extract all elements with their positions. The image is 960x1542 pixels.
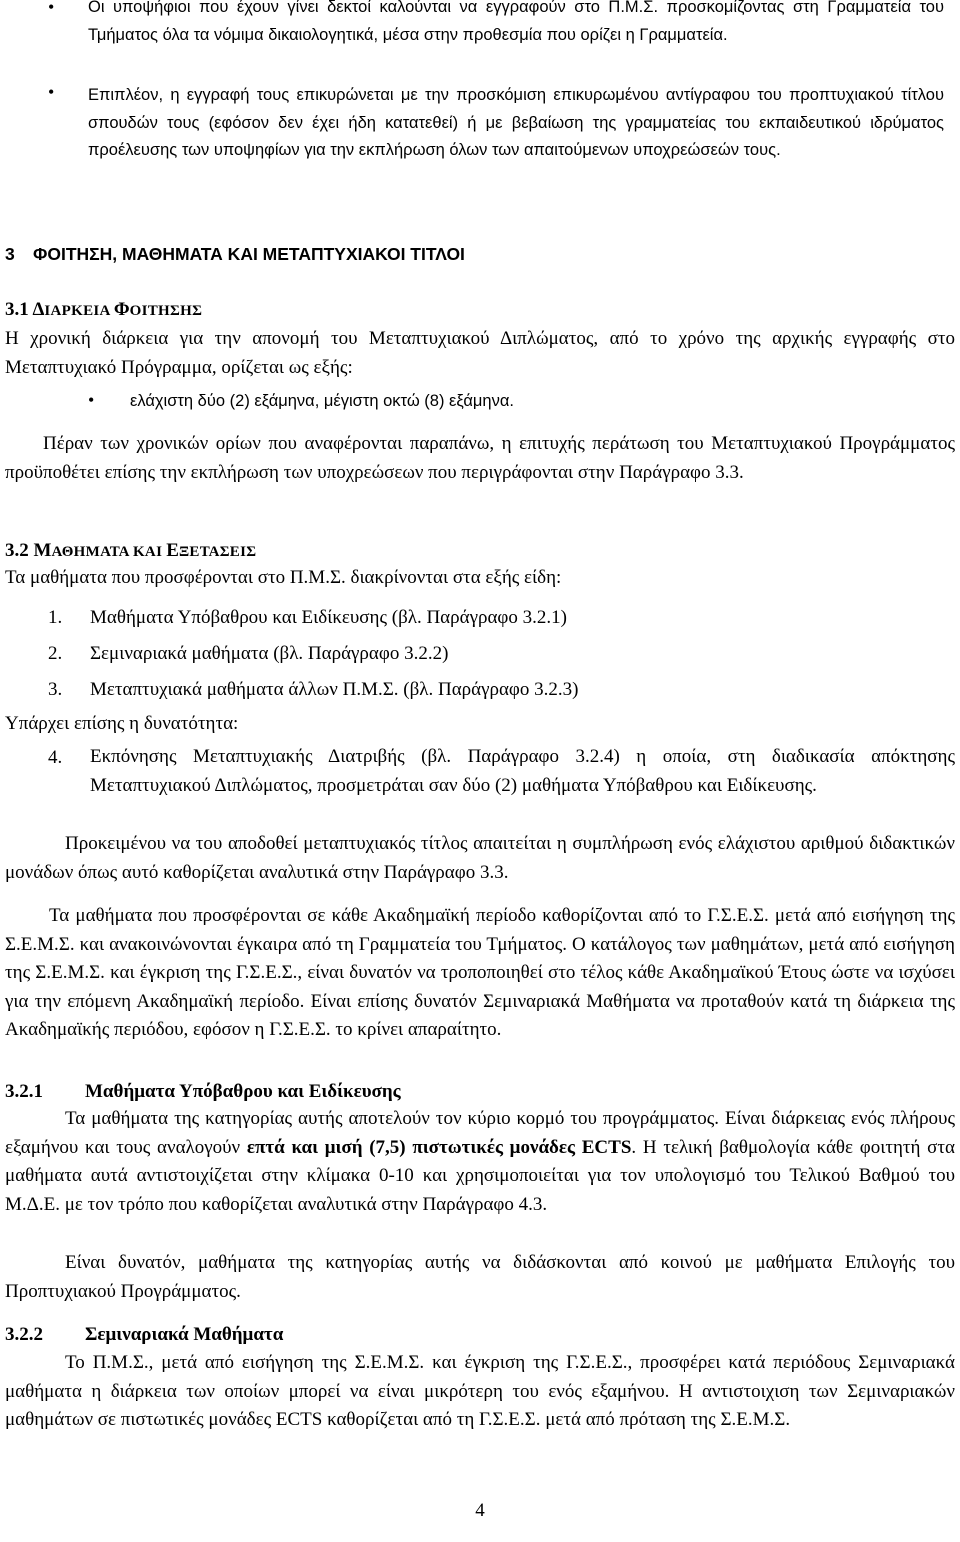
subsection-heading-3-1: 3.1 ΔΙΑΡΚΕΙΑ ΦΟΙΤΗΣΗΣ — [5, 299, 203, 320]
bullet-icon: • — [48, 0, 55, 17]
paragraph: Πέραν των χρονικών ορίων που αναφέρονται παραπάνω, η επιτυχής περάτωση του Μεταπτυχιακού Προγράμματος προϋποθέτει επίσης την εκπλήρωση των υποχρεώσεων που περιγράφονται στην Παράγραφο 3.3. — [5, 433, 955, 483]
list-item: Οι υποψήφιοι που έχουν γίνει δεκτοί καλούνται να εγγραφούν στο Π.Μ.Σ. προσκομίζοντας στη Γραμματεία του Τμήματος όλα τα νόμιμα δικαιολογητικά, μέσα στην προθεσμία που ορίζει η Γραμματεία. — [88, 0, 944, 44]
list-item: 3. Μεταπτυχιακά μαθήματα άλλων Π.Μ.Σ. (βλ. Παράγραφο 3.2.3) — [48, 679, 579, 700]
section-heading: 3 ΦΟΙΤΗΣΗ, ΜΑΘΗΜΑΤΑ ΚΑΙ ΜΕΤΑΠΤΥΧΙΑΚΟΙ ΤΙΤΛΟΙ — [5, 244, 465, 264]
paragraph: Είναι δυνατόν, μαθήματα της κατηγορίας αυτής να διδάσκονται από κοινού με μαθήματα Επιλογής του Προπτυχιακού Προγράμματος. — [5, 1252, 955, 1302]
paragraph: Τα μαθήματα που προσφέρονται στο Π.Μ.Σ. διακρίνονται στα εξής είδη: — [5, 567, 562, 588]
subsection-heading-3-2-1: 3.2.1 Μαθήματα Υπόβαθρου και Ειδίκευσης — [5, 1081, 401, 1102]
list-item: 2. Σεμιναριακά μαθήματα (βλ. Παράγραφο 3.2.2) — [48, 643, 449, 664]
subsection-heading-3-2-2: 3.2.2 Σεμιναριακά Μαθήματα — [5, 1324, 284, 1345]
subsection-heading-3-2: 3.2 ΜΑΘΗΜΑΤΑ ΚΑΙ ΕΞΕΤΑΣΕΙΣ — [5, 540, 257, 561]
list-item: ελάχιστη δύο (2) εξάμηνα, μέγιστη οκτώ (8) εξάμηνα. — [130, 392, 514, 410]
document-page: • Οι υποψήφιοι που έχουν γίνει δεκτοί καλούνται να εγγραφούν στο Π.Μ.Σ. προσκομίζοντας στη Γραμματεία του Τμήματος όλα τα νόμιμα δικαιολογητικά, μέσα στην προθεσμία που ορίζει η Γραμματεία. • Επιπλέον, η εγγραφή τους επικυρώνεται με την προσκόμιση επικυρωμένου αντίγραφου του προπτυχιακού τίτλου σπουδών τους (εφόσον δεν έχει ήδη κατατεθεί) ή με βεβαίωση της γραμματείας του εκπαιδευτικού ιδρύματος προέλευσης των υποψηφίων για την εκπλήρωση όλων των απαιτούμενων υποχρεώσεών τους. 3 ΦΟΙΤΗΣΗ, ΜΑΘΗΜΑΤΑ ΚΑΙ ΜΕΤΑΠΤΥΧΙΑΚΟΙ ΤΙΤΛΟΙ 3.1 ΔΙΑΡΚΕΙΑ ΦΟΙΤΗΣΗΣ Η χρονική διάρκεια για την απονομή του Μεταπτυχιακού Διπλώματος, από το χρόνο της αρχικής εγγραφής στο Μεταπτυχιακό Πρόγραμμα, ορίζεται ως εξής: • ελάχιστη δύο (2) εξάμηνα, μέγιστη οκτώ (8) εξάμηνα. Πέραν των χρονικών ορίων που αναφέρονται παραπάνω, η επιτυχής περάτωση του Μεταπτυχιακού Προγράμματος προϋποθέτει επίσης την εκπλήρωση των υποχρεώσεων που περιγράφονται στην Παράγραφο 3.3. 3.2 ΜΑΘΗΜΑΤΑ ΚΑΙ ΕΞΕΤΑΣΕΙΣ Τα μαθήματα που προσφέρονται στο Π.Μ.Σ. διακρίνονται στα εξής είδη: 1. Μαθήματα Υπόβαθρου και Ειδίκευσης (βλ. Παράγραφο 3.2.1) 2. Σεμιναριακά μαθήματα (βλ. Παράγραφο 3.2.2) 3. Μεταπτυχιακά μαθήματα άλλων Π.Μ.Σ. (βλ. Παράγραφο 3.2.3) Υπάρχει επίσης η δυνατότητα: 4. Εκπόνησης Μεταπτυχιακής Διατριβής (βλ. Παράγραφο 3.2.4) η οποία, στη διαδικασία απόκτησης Μεταπτυχιακού Διπλώματος, προσμετράται σαν δύο (2) μαθήματα Υπόβαθρου και Ειδίκευσης. Προκειμένου να του αποδοθεί μεταπτυχιακός τίτλος απαιτείται η συμπλήρωση ενός ελάχιστου αριθμού διδακτικών μονάδων όπως αυτό καθορίζεται αναλυτικά στην Παράγραφο 3.3. Τα μαθήματα που προσφέρονται σε κάθε Ακαδημαϊκή περίοδο καθορίζονται από το Γ.Σ.Ε.Σ. μετά από εισήγηση της Σ.Ε.Μ.Σ. και ανακοινώνονται έγκαιρα από τη Γραμματεία του Τμήματος. Ο κατάλογος των μαθημάτων, μετά από εισήγηση της Σ.Ε.Μ.Σ. και έγκριση της Γ.Σ.Ε.Σ., είναι δυνατόν να τροποποιηθεί στο τέλος κάθε Ακαδημαϊκού Έτους ώστε να ισχύσει για την επόμενη Ακαδημαϊκή περίοδο. Είναι επίσης δυνατόν Σεμιναριακά Μαθήματα να προταθούν κατά τη διάρκεια της Ακαδημαϊκής περιόδου, εφόσον η Γ.Σ.Ε.Σ. το κρίνει απαραίτητο. 3.2.1 Μαθήματα Υπόβαθρου και Ειδίκευσης Τα μαθήματα της κατηγορίας αυτής αποτελούν τον κύριο κορμό του προγράμματος. Είναι διάρκειας ενός πλήρους εξαμήνου και τους αναλογούν επτά και μισή (7,5) πιστωτικές μονάδες ECTS. Η τελική βαθμολογία κάθε φοιτητή στα μαθήματα αυτά αντιστοιχίζεται στην κλίμακα 0-10 και χρησιμοποιείται για τον υπολογισμό του Τελικού Βαθμού του Μ.Δ.Ε. με τον τρόπο που καθορίζεται αναλυτικά στην Παράγραφο 4.3. Είναι δυνατόν, μαθήματα της κατηγορίας αυτής να διδάσκονται από κοινού με μαθήματα Επιλογής του Προπτυχιακού Προγράμματος. 3.2.2 Σεμιναριακά Μαθήματα Το Π.Μ.Σ., μετά από εισήγηση της Σ.Ε.Μ.Σ. και έγκριση της Γ.Σ.Ε.Σ., προσφέρει κατά περιόδους Σεμιναριακά μαθήματα η διάρκεια των οποίων μπορεί να είναι μικρότερη του ενός εξαμήνου. Η αντιστοιχιση των Σεμιναριακών μαθημάτων σε πιστωτικές μονάδες ECTS καθορίζεται από τη Γ.Σ.Ε.Σ. μετά από πρόταση της Σ.Ε.Μ.Σ. 4 — [0, 0, 960, 1542]
list-item: 1. Μαθήματα Υπόβαθρου και Ειδίκευσης (βλ. Παράγραφο 3.2.1) — [48, 607, 567, 628]
paragraph: Το Π.Μ.Σ., μετά από εισήγηση της Σ.Ε.Μ.Σ. και έγκριση της Γ.Σ.Ε.Σ., προσφέρει κατά περιόδους Σεμιναριακά μαθήματα η διάρκεια των οποίων μπορεί να είναι μικρότερη του ενός εξαμήνου. Η αντιστοιχιση των Σεμιναριακών μαθημάτων σε πιστωτικές μονάδες ECTS καθορίζεται από τη Γ.Σ.Ε.Σ. μετά από πρόταση της Σ.Ε.Μ.Σ. — [5, 1352, 955, 1430]
bullet-icon: • — [88, 390, 95, 410]
paragraph: Υπάρχει επίσης η δυνατότητα: — [5, 713, 239, 734]
paragraph: Τα μαθήματα που προσφέρονται σε κάθε Ακαδημαϊκή περίοδο καθορίζονται από το Γ.Σ.Ε.Σ. μετά από εισήγηση της Σ.Ε.Μ.Σ. και ανακοινώνονται έγκαιρα από τη Γραμματεία του Τμήματος. Ο κατάλογος των μαθημάτων, μετά από εισήγηση της Σ.Ε.Μ.Σ. και έγκριση της Γ.Σ.Ε.Σ., είναι δυνατόν να τροποποιηθεί στο τέλος κάθε Ακαδημαϊκού Έτους ώστε να ισχύσει για την επόμενη Ακαδημαϊκή περίοδο. Είναι επίσης δυνατόν Σεμιναριακά Μαθήματα να προταθούν κατά τη διάρκεια της Ακαδημαϊκής περιόδου, εφόσον η Γ.Σ.Ε.Σ. το κρίνει απαραίτητο. — [5, 905, 955, 1040]
page-number: 4 — [475, 1500, 485, 1521]
paragraph: Τα μαθήματα της κατηγορίας αυτής αποτελούν τον κύριο κορμό του προγράμματος. Είναι διάρκειας ενός πλήρους εξαμήνου και τους αναλογούν επτά και μισή (7,5) πιστωτικές μονάδες ECTS. Η τελική βαθμολογία κάθε φοιτητή στα μαθήματα αυτά αντιστοιχίζεται στην κλίμακα 0-10 και χρησιμοποιείται για τον υπολογισμό του Τελικού Βαθμού του Μ.Δ.Ε. με τον τρόπο που καθορίζεται αναλυτικά στην Παράγραφο 4.3. — [5, 1108, 956, 1215]
paragraph: Προκειμένου να του αποδοθεί μεταπτυχιακός τίτλος απαιτείται η συμπλήρωση ενός ελάχιστου αριθμού διδακτικών μονάδων όπως αυτό καθορίζεται αναλυτικά στην Παράγραφο 3.3. — [5, 833, 955, 883]
paragraph: Η χρονική διάρκεια για την απονομή του Μεταπτυχιακού Διπλώματος, από το χρόνο της αρχικής εγγραφής στο Μεταπτυχιακό Πρόγραμμα, ορίζεται ως εξής: — [5, 328, 955, 378]
list-item: Επιπλέον, η εγγραφή τους επικυρώνεται με την προσκόμιση επικυρωμένου αντίγραφου του προπτυχιακού τίτλου σπουδών τους (εφόσον δεν έχει ήδη κατατεθεί) ή με βεβαίωση της γραμματείας του εκπαιδευτικού ιδρύματος προέλευσης των υποψηφίων για την εκπλήρωση όλων των απαιτούμενων υποχρεώσεών τους. — [88, 86, 944, 159]
bullet-icon: • — [48, 82, 55, 102]
